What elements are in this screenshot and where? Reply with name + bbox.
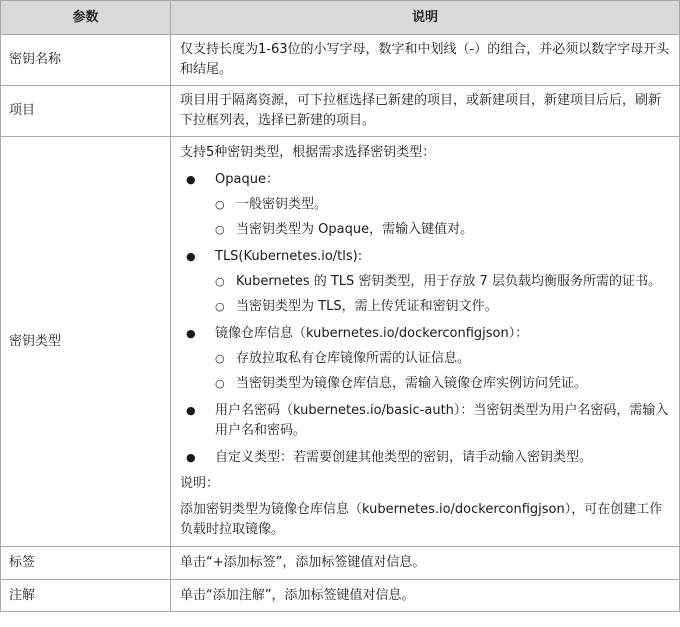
list-item: ● 镜像仓库信息（kubernetes.io/dockerconfigjson）： <box>180 324 671 344</box>
list-item: ○ 存放拉取私有仓库镜像所需的认证信息。 <box>180 349 671 369</box>
header-description: 说明 <box>171 1 680 35</box>
list-item: ○ 当密钥类型为镜像仓库信息，需输入镜像仓库实例访问凭证。 <box>180 374 671 394</box>
list-item: ● Opaque： <box>180 170 671 190</box>
desc-project: 项目用于隔离资源，可下拉框选择已新建的项目，或新建项目，新建项目后后，刷新下拉框列表，选择已新建的项目。 <box>171 86 680 137</box>
bullet-icon: ● <box>186 250 196 263</box>
list-item: ● TLS(Kubernetes.io/tls): <box>180 247 671 267</box>
param-secret-name: 密钥名称 <box>1 35 171 86</box>
circle-bullet-icon: ○ <box>215 198 225 211</box>
circle-bullet-icon: ○ <box>215 377 225 390</box>
param-labels: 标签 <box>1 547 171 580</box>
desc-secret-name: 仅支持长度为1-63位的小写字母，数字和中划线（-）的组合，并必须以数字字母开头和结尾。 <box>171 35 680 86</box>
table-row <box>1 86 680 137</box>
desc-secret-type <box>171 137 680 547</box>
param-project: 项目 <box>1 86 171 137</box>
table-header-row <box>1 1 680 35</box>
table-row <box>1 35 680 86</box>
table-row <box>1 137 680 547</box>
list-item: ● 自定义类型：若需要创建其他类型的密钥，请手动输入密钥类型。 <box>180 448 671 468</box>
header-param: 参数 <box>1 1 171 35</box>
list-item: ○ 当密钥类型为 Opaque，需输入键值对。 <box>180 220 671 240</box>
desc-annotations: 单击“添加注解”，添加标签键值对信息。 <box>171 580 680 612</box>
bullet-icon: ● <box>186 327 196 340</box>
param-secret-type: 密钥类型 <box>1 137 171 547</box>
table-row <box>1 580 680 612</box>
bullet-icon: ● <box>186 173 196 186</box>
bullet-icon: ● <box>186 404 196 417</box>
circle-bullet-icon: ○ <box>215 352 225 365</box>
note-title: 说明： <box>180 476 220 491</box>
desc-labels: 单击“+添加标签”，添加标签键值对信息。 <box>171 547 680 580</box>
list-item: ○ Kubernetes 的 TLS 密钥类型，用于存放 7 层负载均衡服务所需的证书。 <box>180 272 671 292</box>
circle-bullet-icon: ○ <box>215 275 225 288</box>
param-annotations: 注解 <box>1 580 171 612</box>
list-item: ● 用户名密码（kubernetes.io/basic-auth）：当密钥类型为用户名密码，需输入用户名和密码。 <box>186 403 669 438</box>
bullet-icon: ● <box>186 451 196 464</box>
list-item: ○ 一般密钥类型。 <box>180 195 671 215</box>
list-item: ○ 当密钥类型为 TLS，需上传凭证和密钥文件。 <box>180 297 671 317</box>
table-row <box>1 547 680 580</box>
note-text: 添加密钥类型为镜像仓库信息（kubernetes.io/dockerconfigjson），可在创建工作负载时拉取镜像。 <box>180 502 663 537</box>
circle-bullet-icon: ○ <box>215 223 225 236</box>
type-intro: 支持5种密钥类型，根据需求选择密钥类型： <box>180 145 436 160</box>
circle-bullet-icon: ○ <box>215 300 225 313</box>
